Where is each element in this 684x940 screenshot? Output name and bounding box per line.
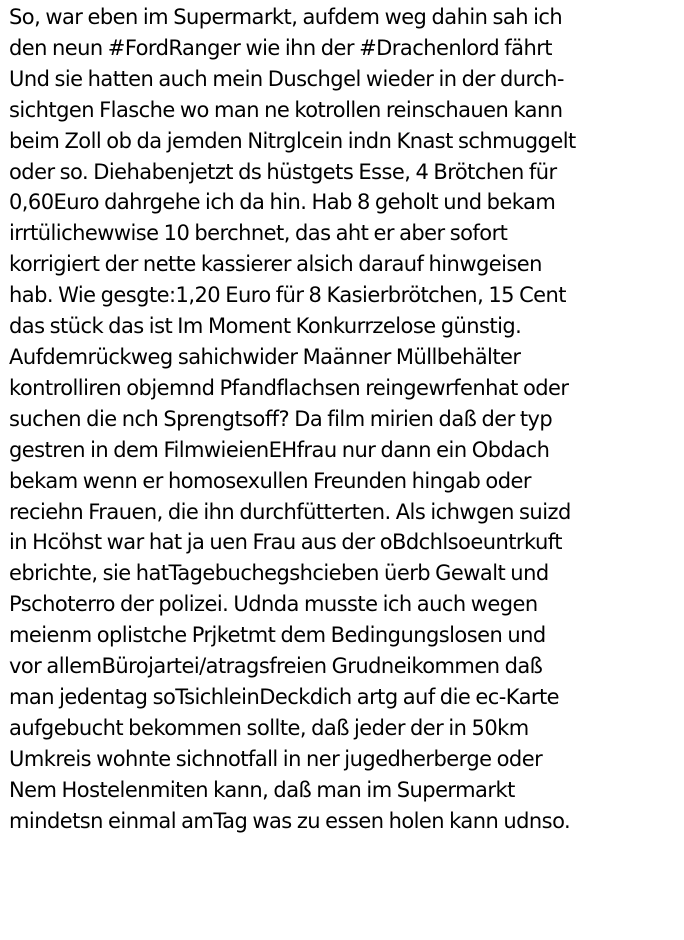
text-line: korrigiert der nette kassierer alsich darauf hinwgeisen	[9, 252, 542, 277]
text-line: 0,60Euro dahrgehe ich da hin. Hab 8 geholt und bekam	[9, 190, 556, 215]
text-line: So, war eben im Supermarkt, aufdem weg dahin sah ich	[9, 5, 563, 29]
text-line: kontrolliren objemnd Pfandflachsen reingewrfenhat oder	[9, 375, 569, 400]
text-line: irrtülichewwise 10 berchnet, das aht er aber sofort	[9, 221, 508, 246]
text-line: aufgebucht bekommen sollte, daß jeder der in 50km	[9, 715, 529, 740]
text-line: suchen die nch Sprengtsoff? Da film mirien daß der typ	[9, 406, 553, 431]
text-line: Nem Hostelenmiten kann, daß man im Supermarkt	[9, 777, 515, 802]
text-line: Pschoterro der polizei. Udnda musste ich auch wegen	[9, 592, 538, 617]
text-line: man jedentag soTsichleinDeckdich artg auf die ec-Karte	[9, 684, 560, 709]
text-line: Und sie hatten auch mein Duschgel wieder in der durch-	[9, 66, 564, 91]
text-line: oder so. Diehabenjetzt ds hüstgets Esse, 4 Brötchen für	[9, 159, 557, 184]
text-line: vor allemBürojartei/atragsfreien Grudneikommen daß	[9, 654, 543, 679]
text-line: ebrichte, sie hatTagebuchegshcieben üerb Gewalt und	[9, 561, 549, 586]
text-line: beim Zoll ob da jemden Nitrglcein indn Knast schmuggelt	[9, 128, 576, 153]
text-line: mindetsn einmal amTag was zu essen holen kann udnso.	[9, 808, 571, 833]
text-line: das stück das ist Im Moment Konkurrzelose günstig.	[9, 314, 522, 339]
text-line: Aufdemrückweg sahichwider Maänner Müllbehälter	[9, 344, 521, 369]
text-line: hab. Wie gesgte:1,20 Euro für 8 Kasierbrötchen, 15 Cent	[9, 283, 566, 308]
text-line: sichtgen Flasche wo man ne kotrollen reinschauen kann	[9, 97, 563, 122]
text-line: bekam wenn er homosexullen Freunden hingab oder	[9, 468, 531, 493]
text-line: reciehn Frauen, die ihn durchfütterten. Als ichwgen suizd	[9, 499, 571, 524]
text-line: den neun #FordRanger wie ihn der #Drachenlord fährt	[9, 35, 552, 60]
text-line: in Hcöhst war hat ja uen Frau aus der oBdchlsoeuntrkuft	[9, 530, 562, 555]
text-line: gestren in dem FilmwieienEHfrau nur dann ein Obdach	[9, 437, 550, 462]
text-line: Umkreis wohnte sichnotfall in ner jugedherberge oder	[9, 746, 543, 771]
text-line: meienm oplistche Prjketmt dem Bedingungslosen und	[9, 623, 546, 648]
body-text	[9, 2, 681, 836]
